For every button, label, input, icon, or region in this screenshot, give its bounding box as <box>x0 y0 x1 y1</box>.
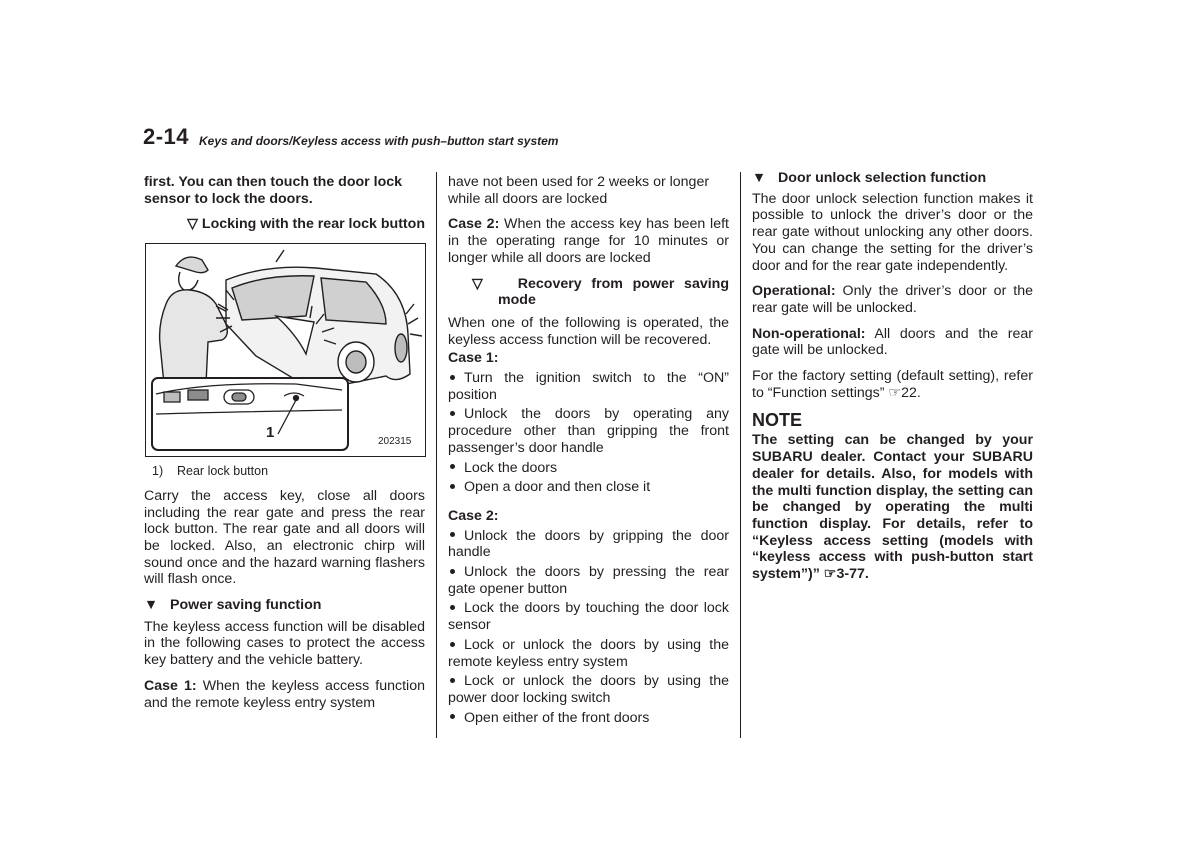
list-item: Unlock the doors by operating any procedure other than gripping the front passenger’s door handle <box>448 406 729 456</box>
car-rear-illustration <box>146 244 425 456</box>
para-continued: have not been used for 2 weeks or longer while all doors are locked <box>448 174 710 207</box>
list-item: Open either of the front doors <box>448 710 729 727</box>
bullet-icon <box>450 714 455 719</box>
list-item: Open a door and then close it <box>448 479 729 496</box>
column-1 <box>144 174 425 720</box>
heading-power-saving: ▼ Power saving function <box>144 597 322 614</box>
page-header <box>143 124 1032 152</box>
list-item: Lock or unlock the doors by using the remote keyless entry system <box>448 636 729 670</box>
bullet-icon <box>450 605 455 610</box>
triangle-down-icon: ▼ <box>144 597 159 614</box>
heading-door-unlock: ▼ Door unlock selection function <box>752 170 987 186</box>
bullet-icon <box>450 484 455 489</box>
para-power-saving: The keyless access function will be disabled in the following cases to protect the access key battery and the vehicle battery. <box>144 618 425 669</box>
case1-label: Case 1: <box>448 350 499 367</box>
list-item: Lock or unlock the doors by using the power door locking switch <box>448 673 729 706</box>
para-recovery: When one of the following is operated, the keyless access function will be recovered. <box>448 314 729 348</box>
para-non-operational: Non-operational: All doors and the rear gate will be unlocked. <box>752 325 1033 359</box>
column-2 <box>448 174 729 729</box>
list-item: Unlock the doors by gripping the door handle <box>448 527 729 561</box>
page-number: 2-14 <box>143 124 190 149</box>
column-divider <box>436 172 437 738</box>
column-divider <box>740 172 741 738</box>
bullet-icon <box>450 464 455 469</box>
list-item: Lock the doors by touching the door lock sensor <box>448 600 729 634</box>
bullet-icon <box>450 569 455 574</box>
bullet-icon <box>450 678 455 683</box>
case2-label: Case 2: <box>448 507 499 524</box>
para-case2: Case 2: When the access key has been left in the operating range for 10 minutes or longer while all doors are locked <box>448 216 729 266</box>
list-item: Turn the ignition switch to the “ON” position <box>448 370 729 403</box>
note-text: The setting can be changed by your SUBARU dealer. Contact your SUBARU dealer for details. Also, for models with the multi function display, the setting can be changed by operating the multi function display. For details, refer to “Keyless access setting (models with “keyless access with push-button start system”)” ☞3-77. <box>752 432 1033 583</box>
note-title: NOTE <box>752 410 803 431</box>
para-door-unlock: The door unlock selection function makes it possible to unlock the driver’s door or the rear gate without unlocking any other doors. You can change the setting for the driver’s door and for the rear gate independently. <box>752 190 1033 274</box>
bullet-icon <box>450 375 455 380</box>
para-carry-key: Carry the access key, close all doors including the rear gate and press the rear lock button. The rear gate and all doors will be locked. Also, an electronic chirp will sound once and the hazard warning flashers will flash once. <box>144 487 425 588</box>
heading-recovery: ▽ Recovery from power saving mode <box>472 275 729 309</box>
list-item: Lock the doors <box>448 460 729 477</box>
heading-locking-rear-button: ▽ Locking with the rear lock button <box>187 216 425 233</box>
bullet-icon <box>450 411 455 416</box>
callout-number: 1 <box>266 424 275 442</box>
para-operational: Operational: Only the driver’s door or the rear gate will be unlocked. <box>752 283 1033 316</box>
para-factory-setting: For the factory setting (default setting), refer to “Function settings” ☞22. <box>752 368 1033 401</box>
bullet-icon <box>450 532 455 537</box>
rear-lock-button-illustration <box>145 243 426 457</box>
figure-caption: 1) Rear lock button <box>152 464 269 479</box>
intro-text: first. You can then touch the door lock sensor to lock the doors. <box>144 174 403 207</box>
para-case1: Case 1: When the keyless access function and the remote keyless entry system <box>144 677 425 711</box>
section-title: Keys and doors/Keyless access with push–button start system <box>199 134 559 148</box>
list-item: Unlock the doors by pressing the rear gate opener button <box>448 564 729 597</box>
column-3 <box>752 170 1033 592</box>
bullet-icon <box>450 642 455 647</box>
figure-code: 202315 <box>378 436 412 448</box>
triangle-down-icon: ▼ <box>752 170 767 186</box>
